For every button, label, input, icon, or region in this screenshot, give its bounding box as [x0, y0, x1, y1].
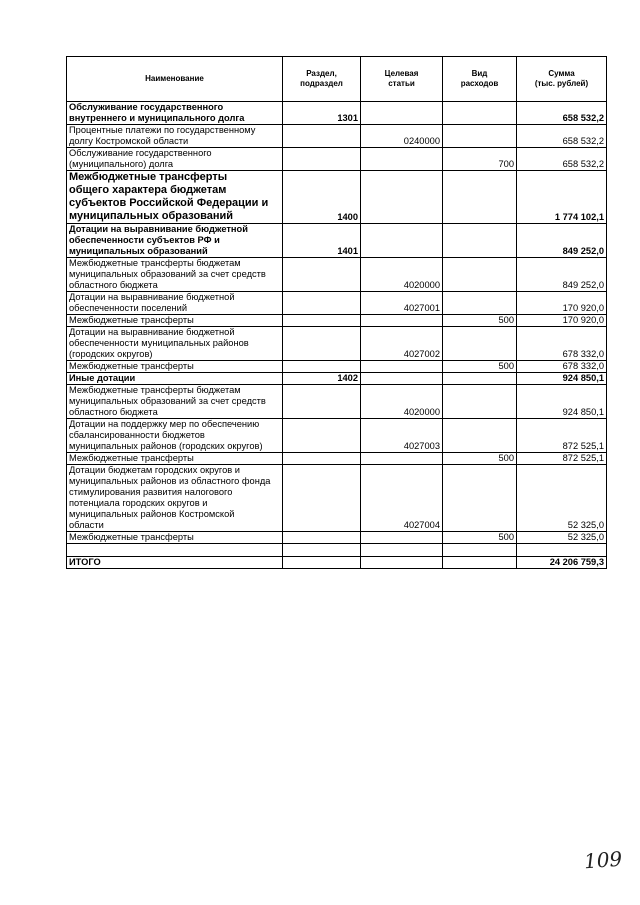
cell-target: 4027001	[361, 292, 443, 315]
cell-type	[443, 102, 517, 125]
cell-type	[443, 373, 517, 385]
cell-type	[443, 125, 517, 148]
cell-name: Межбюджетные трансферты	[67, 315, 283, 327]
cell-sum: 52 325,0	[517, 465, 607, 532]
cell-name: Процентные платежи по государственному долгу Костромской области	[67, 125, 283, 148]
cell-name: Дотации бюджетам городских округов и муниципальных районов из областного фонда стимулирования развития налогового потенциала городских округов и муниципальных районов Костромской области	[67, 465, 283, 532]
table-row	[67, 327, 607, 361]
cell-name	[67, 544, 283, 557]
cell-sum: 170 920,0	[517, 315, 607, 327]
cell-target	[361, 373, 443, 385]
cell-section	[283, 125, 361, 148]
header-name: Наименование	[67, 57, 283, 102]
cell-sum: 170 920,0	[517, 292, 607, 315]
table-row	[67, 258, 607, 292]
cell-type	[443, 385, 517, 419]
table-row	[67, 102, 607, 125]
cell-type: 500	[443, 315, 517, 327]
header-type: Вид расходов	[443, 57, 517, 102]
cell-section: 1402	[283, 373, 361, 385]
table-row	[67, 148, 607, 171]
cell-type	[443, 465, 517, 532]
cell-target	[361, 148, 443, 171]
cell-section	[283, 419, 361, 453]
header-section: Раздел, подраздел	[283, 57, 361, 102]
cell-sum: 872 525,1	[517, 453, 607, 465]
cell-name: Межбюджетные трансферты бюджетам муниципальных образований за счет средств областного бюджета	[67, 258, 283, 292]
cell-section	[283, 361, 361, 373]
cell-target: 0240000	[361, 125, 443, 148]
cell-name: Дотации на выравнивание бюджетной обеспеченности поселений	[67, 292, 283, 315]
cell-section	[283, 327, 361, 361]
cell-sum: 849 252,0	[517, 224, 607, 258]
table-row	[67, 419, 607, 453]
cell-sum: 658 532,2	[517, 125, 607, 148]
cell-section	[283, 544, 361, 557]
cell-type: 700	[443, 148, 517, 171]
cell-name: Межбюджетные трансферты бюджетам муниципальных образований за счет средств областного бюджета	[67, 385, 283, 419]
cell-sum: 52 325,0	[517, 532, 607, 544]
cell-type	[443, 224, 517, 258]
cell-target	[361, 544, 443, 557]
cell-type	[443, 327, 517, 361]
cell-target	[361, 224, 443, 258]
table-header-row	[67, 57, 607, 102]
table-row	[67, 125, 607, 148]
cell-sum: 924 850,1	[517, 385, 607, 419]
table-row	[67, 171, 607, 224]
header-target: Целевая статьи	[361, 57, 443, 102]
cell-section	[283, 453, 361, 465]
cell-target: 4020000	[361, 385, 443, 419]
cell-sum: 658 532,2	[517, 102, 607, 125]
cell-name: Иные дотации	[67, 373, 283, 385]
cell-name: Дотации на поддержку мер по обеспечению сбалансированности бюджетов муниципальных районов (городских округов)	[67, 419, 283, 453]
cell-section	[283, 465, 361, 532]
cell-type: 500	[443, 453, 517, 465]
cell-name: Межбюджетные трансферты	[67, 532, 283, 544]
cell-sum: 658 532,2	[517, 148, 607, 171]
table-row	[67, 224, 607, 258]
table-row	[67, 532, 607, 544]
cell-target	[361, 171, 443, 224]
cell-target	[361, 361, 443, 373]
table-row	[67, 385, 607, 419]
cell-section: 1301	[283, 102, 361, 125]
cell-name: Дотации на выравнивание бюджетной обеспеченности муниципальных районов (городских округов)	[67, 327, 283, 361]
cell-target	[361, 532, 443, 544]
table-row	[67, 292, 607, 315]
table-row	[67, 373, 607, 385]
cell-type: 500	[443, 532, 517, 544]
cell-sum: 24 206 759,3	[517, 557, 607, 569]
table-row	[67, 453, 607, 465]
cell-type	[443, 419, 517, 453]
page-number: 109	[583, 846, 623, 874]
cell-name: Обслуживание государственного (муниципального) долга	[67, 148, 283, 171]
cell-section	[283, 292, 361, 315]
cell-target	[361, 102, 443, 125]
cell-name: Обслуживание государственного внутреннего и муниципального долга	[67, 102, 283, 125]
cell-name: Дотации на выравнивание бюджетной обеспеченности субъектов РФ и муниципальных образований	[67, 224, 283, 258]
cell-section: 1401	[283, 224, 361, 258]
cell-type	[443, 557, 517, 569]
cell-section	[283, 385, 361, 419]
cell-target: 4027002	[361, 327, 443, 361]
cell-target: 4020000	[361, 258, 443, 292]
cell-section	[283, 258, 361, 292]
cell-name: Межбюджетные трансферты	[67, 453, 283, 465]
table-row	[67, 465, 607, 532]
cell-type: 500	[443, 361, 517, 373]
header-sum: Сумма (тыс. рублей)	[517, 57, 607, 102]
cell-type	[443, 171, 517, 224]
budget-table	[66, 56, 607, 569]
table-row	[67, 315, 607, 327]
cell-section: 1400	[283, 171, 361, 224]
cell-target	[361, 315, 443, 327]
budget-table-container	[66, 56, 607, 569]
table-row	[67, 361, 607, 373]
cell-name: ИТОГО	[67, 557, 283, 569]
cell-name: Межбюджетные трансферты общего характера бюджетам субъектов Российской Федерации и муниципальных образований	[67, 171, 283, 224]
cell-sum: 872 525,1	[517, 419, 607, 453]
cell-sum: 924 850,1	[517, 373, 607, 385]
cell-target	[361, 557, 443, 569]
cell-section	[283, 315, 361, 327]
cell-section	[283, 148, 361, 171]
cell-sum: 1 774 102,1	[517, 171, 607, 224]
cell-sum	[517, 544, 607, 557]
cell-target: 4027004	[361, 465, 443, 532]
cell-sum: 678 332,0	[517, 327, 607, 361]
table-row	[67, 544, 607, 557]
cell-sum: 849 252,0	[517, 258, 607, 292]
table-row	[67, 557, 607, 569]
cell-type	[443, 292, 517, 315]
cell-target: 4027003	[361, 419, 443, 453]
cell-sum: 678 332,0	[517, 361, 607, 373]
cell-section	[283, 557, 361, 569]
cell-type	[443, 258, 517, 292]
cell-target	[361, 453, 443, 465]
cell-section	[283, 532, 361, 544]
cell-type	[443, 544, 517, 557]
cell-name: Межбюджетные трансферты	[67, 361, 283, 373]
